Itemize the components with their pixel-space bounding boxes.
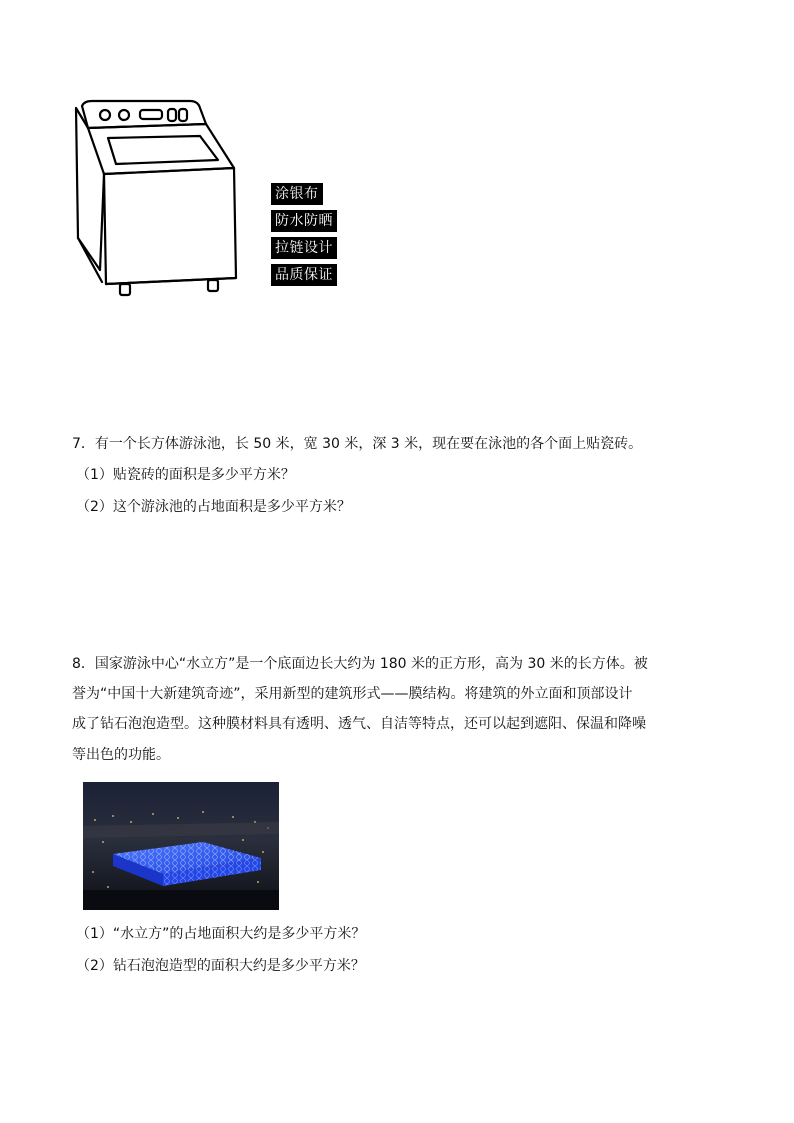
q8-line3: 成了钻石泡泡造型。这种膜材料具有透明、透气、自洁等特点，还可以起到遮阳、保温和降噪 bbox=[72, 716, 646, 732]
q8-sub2: （2）钻石泡泡造型的面积大约是多少平方米？ bbox=[76, 958, 365, 974]
tag-waterproof: 防水防晒 bbox=[271, 210, 337, 232]
tag-coated-fabric: 涂银布 bbox=[271, 183, 323, 205]
q7-stem: 7．有一个长方体游泳池，长 50 米，宽 30 米，深 3 米，现在要在泳池的各个面上贴瓷砖。 bbox=[72, 436, 643, 452]
q8-line1: 8．国家游泳中心“水立方”是一个底面边长大约为 180 米的正方形，高为 30 米的长方体。被 bbox=[72, 656, 648, 672]
feature-tags bbox=[271, 183, 337, 286]
washing-machine-illustration bbox=[72, 98, 242, 300]
q8-sub1: （1）“水立方”的占地面积大约是多少平方米？ bbox=[76, 926, 366, 942]
q8-line2: 誉为“中国十大新建筑奇迹”，采用新型的建筑形式——膜结构。将建筑的外立面和顶部设计 bbox=[72, 686, 633, 702]
water-cube-photo bbox=[83, 782, 279, 910]
tag-zipper: 拉链设计 bbox=[271, 237, 337, 259]
q7-sub2: （2）这个游泳池的占地面积是多少平方米？ bbox=[76, 499, 351, 515]
q7-sub1: （1）贴瓷砖的面积是多少平方米？ bbox=[76, 467, 295, 483]
q8-line4: 等出色的功能。 bbox=[72, 747, 170, 763]
tag-quality: 品质保证 bbox=[271, 264, 337, 286]
